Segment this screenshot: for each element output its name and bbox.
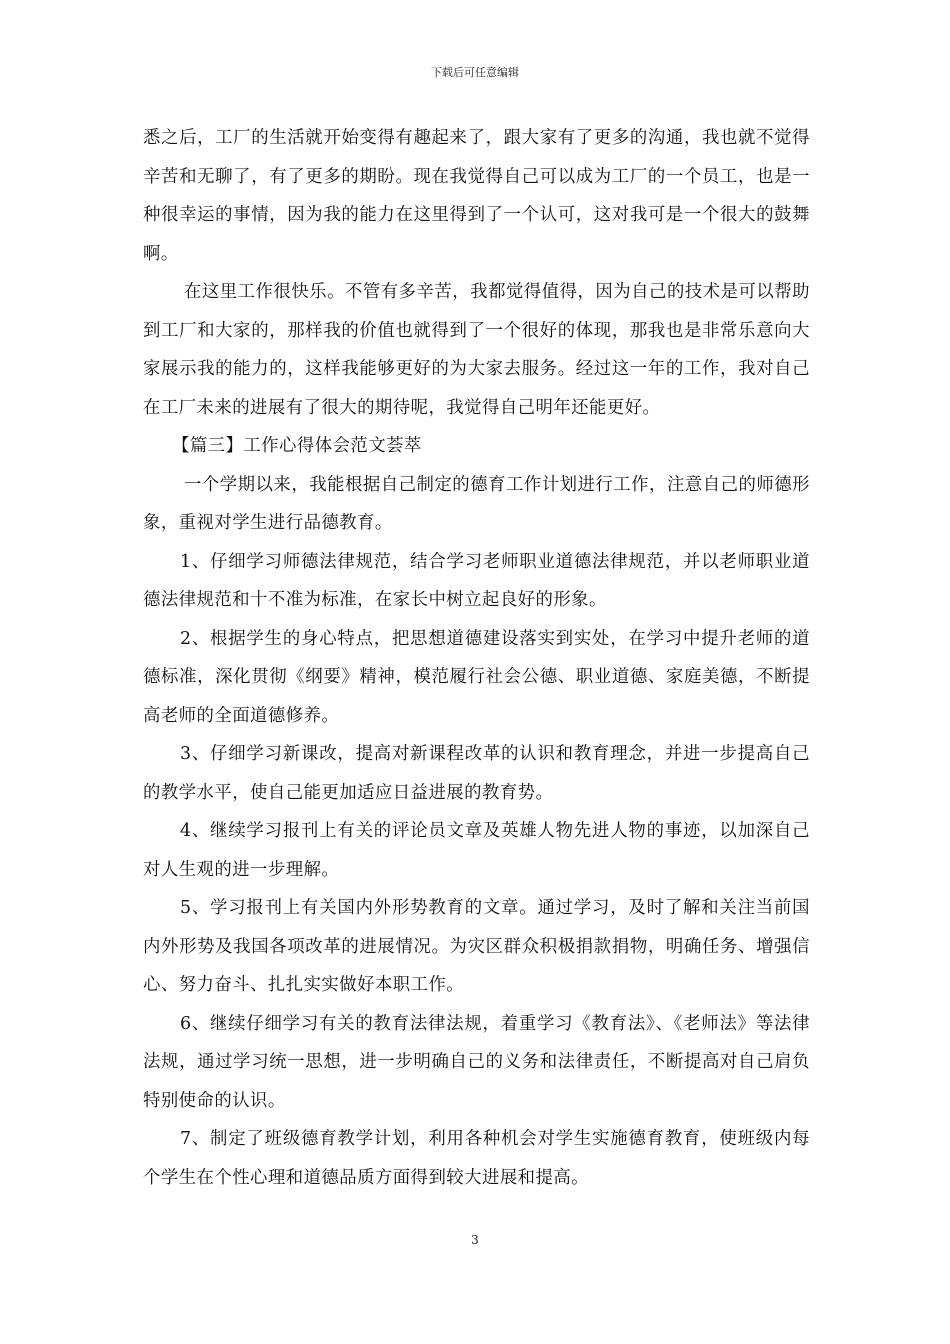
paragraph-continuation: 悉之后，工厂的生活就开始变得有趣起来了，跟大家有了更多的沟通，我也就不觉得辛苦和无聊了，有了更多的期盼。现在我觉得自己可以成为工厂的一个员工，也是一种很幸运的事情，因为我的能力在这里得到了一个认可，这对我可是一个很大的鼓舞啊。	[143, 128, 810, 264]
list-item-4: 4、继续学习报刊上有关的评论员文章及英雄人物先进人物的事迹，以加深自己对人生观的进一步理解。	[143, 821, 810, 880]
document-body	[143, 119, 810, 1197]
list-item-5: 5、学习报刊上有关国内外形势教育的文章。通过学习，及时了解和关注当前国内外形势及我国各项改革的进展情况。为灾区群众积极捐款捐物，明确任务、增强信心、努力奋斗、扎扎实实做好本职工作。	[143, 898, 810, 995]
list-item-3: 3、仔细学习新课改，提高对新课程改革的认识和教育理念，并进一步提高自己的教学水平，使自己能更加适应日益进展的教育势。	[143, 744, 810, 803]
list-item-7: 7、制定了班级德育教学计划，利用各种机会对学生实施德育教育，使班级内每个学生在个性心理和道德品质方面得到较大进展和提高。	[143, 1129, 810, 1188]
list-item-2: 2、根据学生的身心特点，把思想道德建设落实到实处，在学习中提升老师的道德标准，深化贯彻《纲要》精神，模范履行社会公德、职业道德、家庭美德，不断提高老师的全面道德修养。	[143, 628, 810, 726]
paragraph-intro: 一个学期以来，我能根据自己制定的德育工作计划进行工作，注意自己的师德形象，重视对学生进行品德教育。	[143, 474, 810, 533]
page-number: 3	[471, 1233, 479, 1247]
section-heading: 【篇三】工作心得体会范文荟萃	[172, 436, 422, 456]
list-item-6: 6、继续仔细学习有关的教育法律法规，着重学习《教育法》、《老师法》等法律法规，通过学习统一思想，进一步明确自己的义务和法律责任，不断提高对自己肩负特别使命的认识。	[143, 1013, 810, 1111]
paragraph-work-happy: 在这里工作很快乐。不管有多辛苦，我都觉得值得，因为自己的技术是可以帮助到工厂和大家的，那样我的价值也就得到了一个很好的体现，那我也是非常乐意向大家展示我的能力的，这样我能够更好的为大家去服务。经过这一年的工作，我对自己在工厂未来的进展有了很大的期待呢，我觉得自己明年还能更好。	[143, 282, 810, 418]
list-item-1: 1、仔细学习师德法律规范，结合学习老师职业道德法律规范，并以老师职业道德法律规范和十不准为标准，在家长中树立起良好的形象。	[143, 551, 810, 610]
page-header-note: 下载后可任意编辑	[431, 66, 519, 79]
